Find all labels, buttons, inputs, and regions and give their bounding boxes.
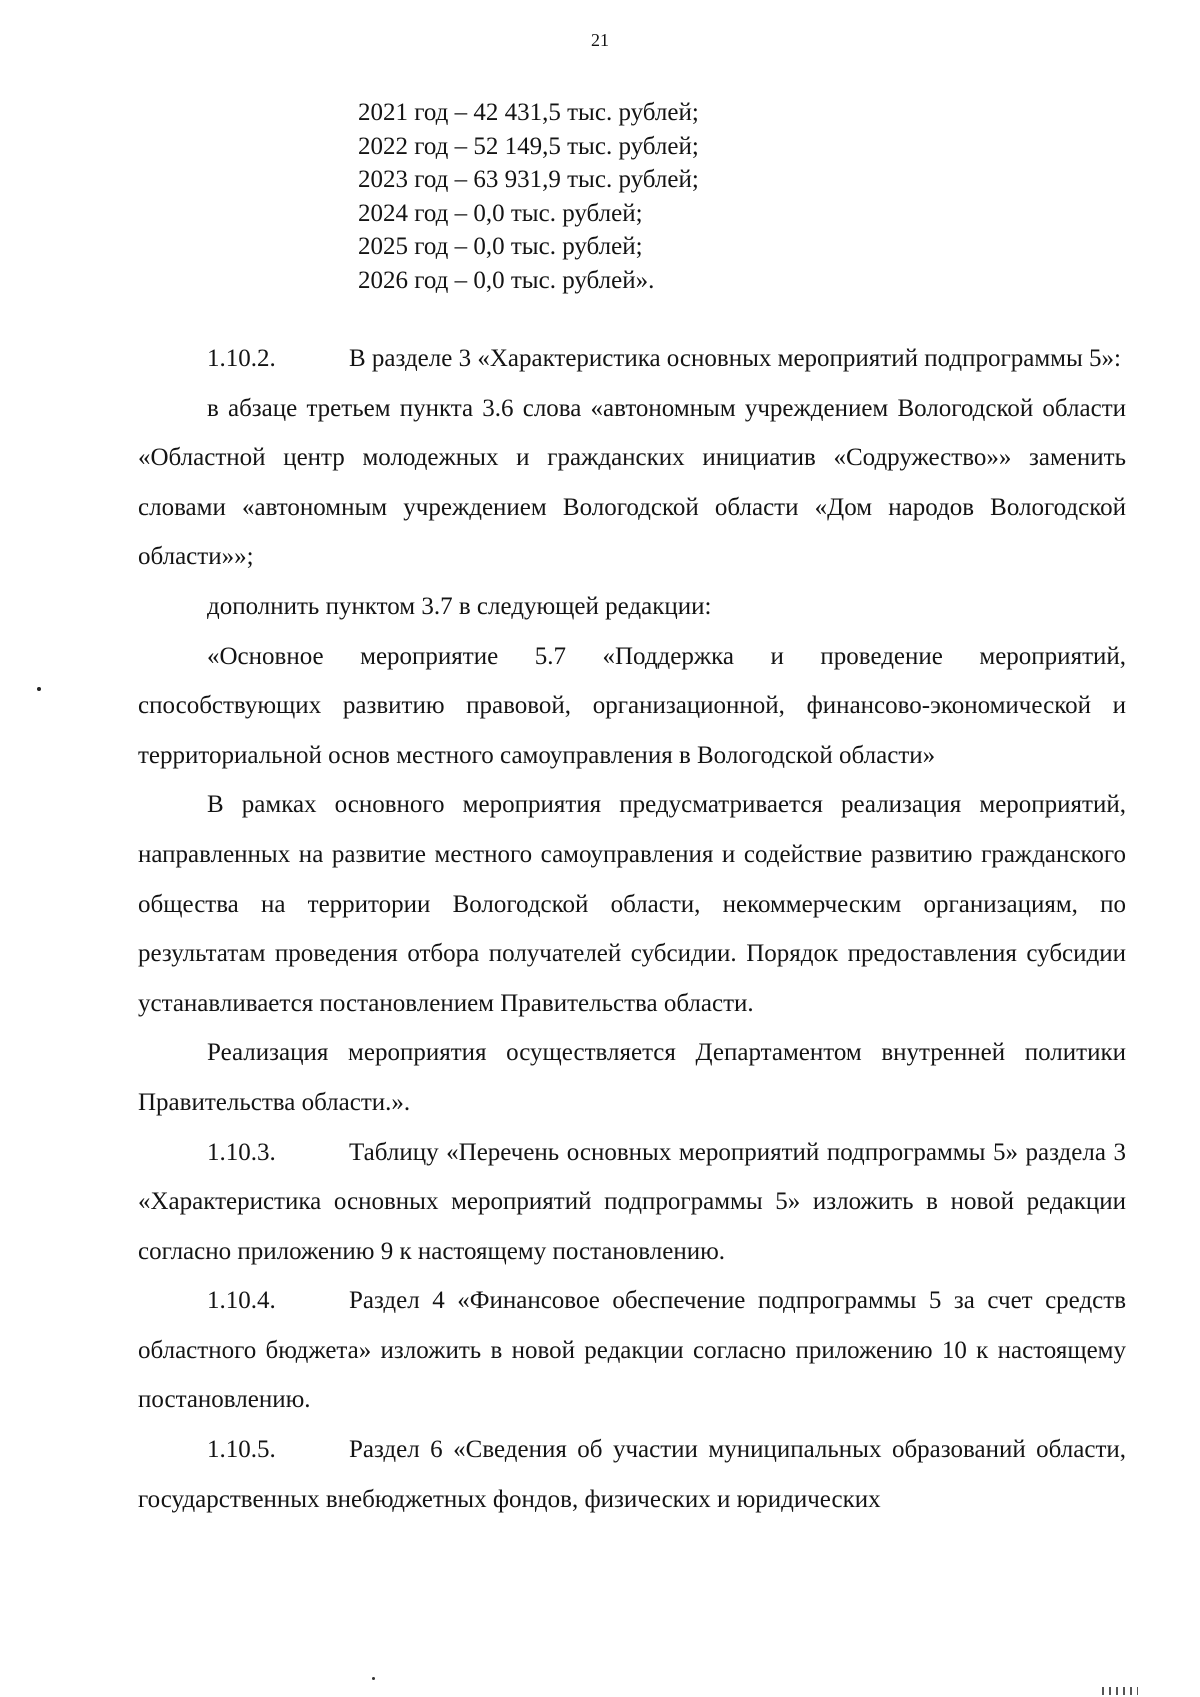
paragraph-1-10-5 bbox=[138, 1425, 1126, 1524]
paragraph-replacement: в абзаце третьем пункта 3.6 слова «автономным учреждением Вологодской области «Областной центр молодежных и гражданских инициатив «Содружество»» заменить словами «автономным учреждением Вологодской области «Дом народов Вологодской области»»; bbox=[138, 394, 1126, 571]
budget-line: 2025 год – 0,0 тыс. рублей; bbox=[358, 233, 643, 260]
budget-line: 2026 год – 0,0 тыс. рублей». bbox=[358, 266, 655, 294]
paragraph-text: Таблицу «Перечень основных мероприятий подпрограммы 5» раздела 3 «Характеристика основных мероприятий подпрограммы 5» изложить в новой редакции согласно приложению 9 к настоящему постановлению. bbox=[138, 1138, 1126, 1265]
scan-edge-marks bbox=[1102, 1687, 1138, 1695]
paragraph-measure-description: В рамках основного мероприятия предусматривается реализация мероприятий, направленных на развитие местного самоуправления и содействие развитию гражданского общества на территории Вологодской области, некоммерческим организациям, по результатам проведения отбора получателей субсидии. Порядок предоставления субсидии устанавливается постановлением Правительства области. bbox=[138, 791, 1126, 1017]
item-number: 1.10.2. bbox=[207, 345, 276, 372]
budget-line: 2022 год – 52 149,5 тыс. рублей; bbox=[358, 132, 699, 160]
budget-list bbox=[358, 96, 699, 297]
budget-line: 2021 год – 42 431,5 тыс. рублей; bbox=[358, 99, 699, 126]
paragraph-text: Раздел 4 «Финансовое обеспечение подпрограммы 5 за счет средств областного бюджета» изложить в новой редакции согласно приложению 10 к настоящему постановлению. bbox=[138, 1287, 1126, 1414]
scan-speck bbox=[37, 687, 41, 691]
page-number: 21 bbox=[591, 30, 609, 50]
scan-speck bbox=[372, 1677, 375, 1680]
paragraph-1-10-3 bbox=[138, 1128, 1126, 1277]
paragraph-measure-title: «Основное мероприятие 5.7 «Поддержка и проведение мероприятий, способствующих развитию правовой, организационной, финансово-экономической и территориальной основ местного самоуправления в Вологодской области» bbox=[138, 642, 1126, 769]
paragraph-text: Раздел 6 «Сведения об участии муниципальных образований области, государственных внебюджетных фондов, физических и юридических bbox=[138, 1436, 1126, 1513]
item-number: 1.10.4. bbox=[207, 1287, 276, 1315]
item-number: 1.10.3. bbox=[207, 1138, 276, 1166]
budget-line: 2024 год – 0,0 тыс. рублей; bbox=[358, 199, 643, 227]
paragraph-text: В разделе 3 «Характеристика основных мероприятий подпрограммы 5»: bbox=[349, 345, 1121, 372]
paragraph-1-10-2 bbox=[138, 334, 1126, 384]
paragraph-measure-implementation: Реализация мероприятия осуществляется Департаментом внутренней политики Правительства области.». bbox=[138, 1039, 1126, 1116]
paragraph-addition: дополнить пунктом 3.7 в следующей редакции: bbox=[207, 592, 712, 620]
document-body bbox=[138, 334, 1126, 1524]
budget-line: 2023 год – 63 931,9 тыс. рублей; bbox=[358, 166, 699, 193]
item-number: 1.10.5. bbox=[207, 1436, 276, 1464]
paragraph-1-10-4 bbox=[138, 1276, 1126, 1425]
